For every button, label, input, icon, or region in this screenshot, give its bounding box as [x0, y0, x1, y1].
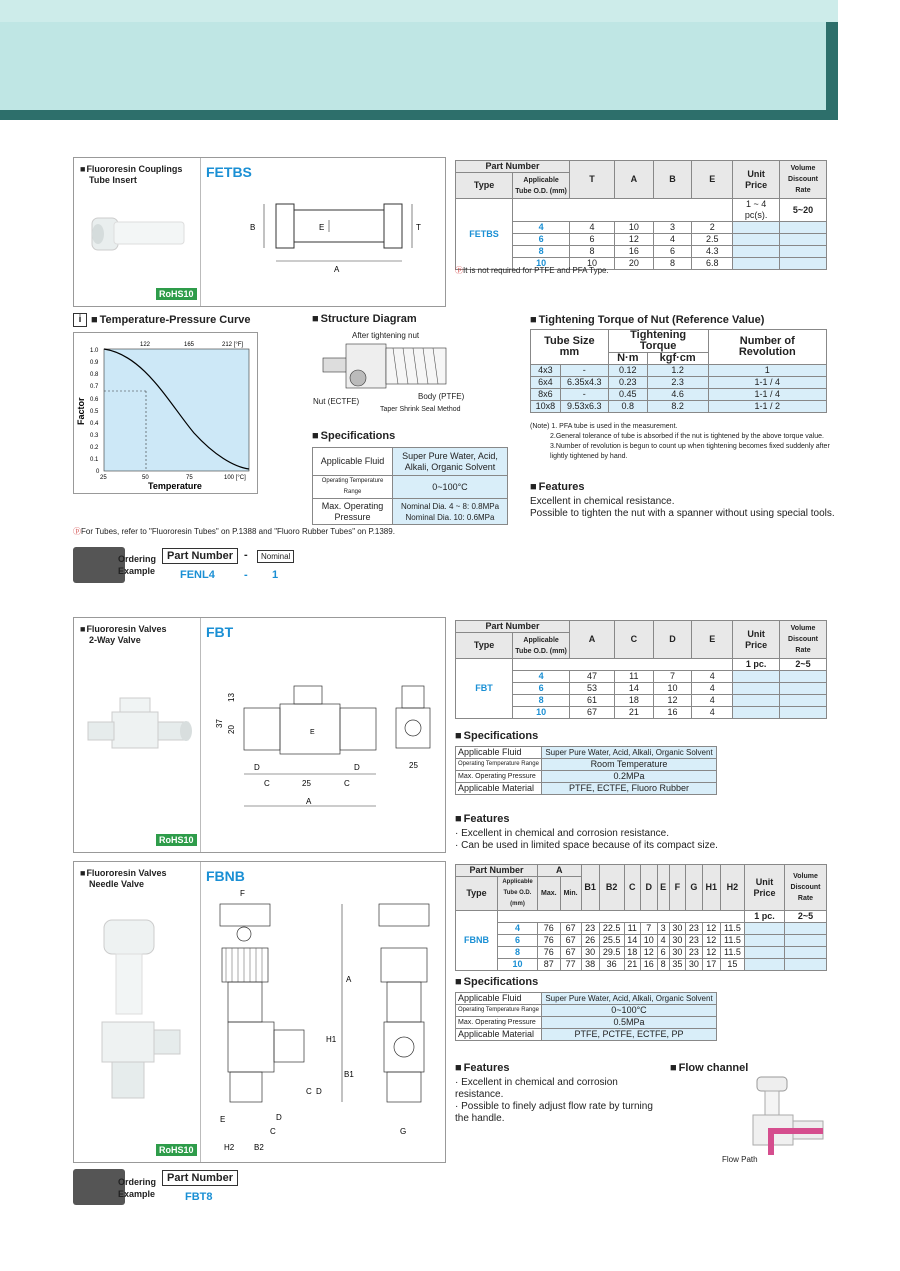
fbt-dim-c-right: C — [344, 779, 350, 788]
svg-text:0.3: 0.3 — [90, 433, 99, 439]
fbnb-divider — [200, 862, 201, 1162]
fbnb-spec-table: Applicable Fluid Super Pure Water, Acid, Alkali, Organic Solvent Operating Temperature Range 0~100°C Max. Operating Pressure 0.5MPa Applicable Material PTFE, PCTFE, ECTFE, PP — [455, 992, 717, 1041]
fetbs-category: ■ Fluororesin Couplings Tube Insert — [80, 164, 210, 186]
fbnb-product-box — [73, 861, 446, 1163]
fetbs-th-b: B — [653, 161, 692, 199]
temp-y-ticks — [90, 348, 100, 475]
fbt-dim-37: 37 — [215, 719, 224, 728]
table-row: 6 6 12 4 2.5 — [456, 234, 827, 246]
fbnb-dim-f: F — [240, 889, 245, 898]
fbnb-photo — [92, 912, 187, 1112]
fbt-drawing — [214, 678, 439, 813]
fbt-photo — [82, 688, 197, 778]
svg-text:75: 75 — [186, 475, 193, 481]
order1-ex-dash: - — [244, 569, 248, 581]
info-icon: ⓟ — [73, 527, 81, 536]
fbt-dim-20: 20 — [227, 725, 236, 734]
refer-note: ⓟFor Tubes, refer to "Fluororesin Tubes" on P.1388 and "Fluoro Rubber Tubes" on P.1389. — [73, 527, 395, 536]
fbt-features-list: · Excellent in chemical and corrosion resistance. · Can be used in limited space because of its compact size. — [455, 828, 718, 851]
fetbs-rate: 5~20 — [780, 199, 827, 222]
fbnb-dim-e: E — [220, 1115, 226, 1124]
order2-ex-part: FBT8 — [185, 1191, 213, 1203]
order1-part-label: Part Number — [162, 548, 238, 564]
torque-notes: (Note) 1. PFA tube is used in the measurement. 2.General tolerance of tube is absorbed if the nut is tightened by the above torque value. 3.Number of revolution is begun to count up when tightening becomes fixed suddenly after lightly tightened by hand. — [530, 423, 830, 460]
fbt-dim-13: 13 — [227, 693, 236, 702]
fbt-dim-side25: 25 — [409, 761, 418, 770]
table-row: 10 67 21 16 4 — [456, 707, 827, 719]
fetbs-product-box — [73, 157, 446, 307]
fbt-category: ■ Fluororesin Valves 2-Way Valve — [80, 624, 200, 646]
table-row: 8 61 18 12 4 — [456, 695, 827, 707]
fbt-rohs-badge: RoHS10 — [156, 834, 197, 846]
order1-ex-nom: 1 — [272, 569, 279, 581]
table-row: 6 53 14 10 4 — [456, 683, 827, 695]
table-row: 10x8 9.53x6.3 0.8 8.2 1-1 / 2 — [531, 401, 827, 413]
fetbs-divider — [200, 158, 201, 306]
flow-path-label: Flow Path — [722, 1155, 758, 1164]
fetbs-th-a: A — [614, 161, 653, 199]
fbnb-category: ■ Fluororesin Valves Needle Valve — [80, 868, 200, 890]
fbnb-drawing — [214, 882, 439, 1157]
temp-curve-chart — [74, 333, 257, 493]
fetbs-dim-b: B — [250, 223, 256, 232]
fbnb-dim-c: C — [270, 1127, 276, 1136]
fbt-dim-d-left: D — [254, 763, 260, 772]
info-box-icon: i — [73, 313, 87, 327]
fetbs-drawing — [234, 196, 434, 276]
fetbs-th-t: T — [570, 161, 615, 199]
order1-label: Ordering Example — [118, 554, 157, 576]
table-row: 4 76 67 23 22.5 11 7 3 30 23 12 11.5 — [456, 923, 827, 935]
fetbs-code: FETBS — [206, 164, 252, 180]
order1-dash: - — [244, 549, 248, 561]
fetbs-features-list: Excellent in chemical resistance. Possible to tighten the nut with a spanner without using special tools. — [530, 496, 835, 519]
table-row: 8 76 67 30 29.5 18 12 6 30 23 12 11.5 — [456, 947, 827, 959]
fetbs-dim-t: T — [416, 223, 421, 232]
flow-title: ■ Flow channel — [670, 1062, 748, 1074]
fbnb-rohs-badge: RoHS10 — [156, 1144, 197, 1156]
fetbs-th-e: E — [692, 161, 733, 199]
torque-th-rev: Number of Revolution — [708, 330, 827, 365]
fbt-spec-table: Applicable Fluid Super Pure Water, Acid, Alkali, Organic Solvent Operating Temperature Range Room Temperature Max. Operating Pressure 0.2MPa Applicable Material PTFE, ECTFE, Fluoro Rubber — [455, 746, 717, 795]
fbt-spec-title: ■ Specifications — [455, 730, 538, 742]
fbnb-features-title: ■ Features — [455, 1062, 510, 1074]
structure-title: ■ Structure Diagram — [312, 313, 417, 325]
fetbs-note: ⓟIt is not required for PTFE and PFA Type. — [455, 266, 609, 275]
structure-body: Body (PTFE) — [418, 392, 465, 401]
fbnb-dim-g: G — [400, 1127, 407, 1136]
order1-ex-part: FENL4 — [180, 569, 215, 581]
fbnb-spec-title: ■ Specifications — [455, 976, 538, 988]
svg-text:0.8: 0.8 — [90, 372, 99, 378]
structure-method: Taper Shrink Seal Method — [380, 406, 461, 413]
table-row: 6 76 67 26 25.5 14 10 4 30 23 12 11.5 — [456, 935, 827, 947]
svg-text:0.7: 0.7 — [90, 384, 99, 390]
fbnb-dim-c-side: C — [306, 1087, 312, 1096]
fbnb-dim-a: A — [346, 975, 352, 984]
flow-drawing — [735, 1075, 827, 1165]
fbt-dim-c-left: C — [264, 779, 270, 788]
structure-nut: Nut (ECTFE) — [313, 397, 360, 406]
fetbs-photo — [86, 208, 194, 258]
table-row: 4 4 10 3 2 — [456, 222, 827, 234]
temp-curve-section — [73, 313, 250, 327]
fetbs-spec-title: ■ Specifications — [312, 430, 395, 442]
temp-top-ticks — [140, 342, 243, 348]
structure-after: After tightening nut — [352, 331, 420, 340]
temp-curve-box — [73, 332, 258, 494]
fetbs-th-volume: Volume Discount Rate — [780, 161, 827, 199]
table-row: 10 87 77 38 36 21 16 8 35 30 17 15 — [456, 959, 827, 971]
fetbs-th-od: Applicable Tube O.D. (mm) — [513, 173, 570, 199]
temp-curve-title: ■ Temperature-Pressure Curve — [91, 314, 250, 326]
fetbs-type-cell: FETBS — [456, 199, 513, 270]
svg-text:0.9: 0.9 — [90, 360, 99, 366]
order1-nominal-label: Nominal — [257, 550, 294, 563]
svg-text:212 [°F]: 212 [°F] — [222, 342, 244, 348]
fbnb-dim-d-side: D — [316, 1087, 322, 1096]
fbt-dim-25: 25 — [302, 779, 311, 788]
svg-text:0.2: 0.2 — [90, 445, 99, 451]
fbnb-dim-h2: H2 — [224, 1143, 235, 1152]
fbnb-code: FBNB — [206, 868, 245, 884]
svg-text:0.1: 0.1 — [90, 457, 99, 463]
fbt-dim-e: E — [310, 729, 315, 736]
fbnb-dim-h1: H1 — [326, 1035, 337, 1044]
svg-text:25: 25 — [100, 475, 107, 481]
svg-text:0.4: 0.4 — [90, 421, 99, 427]
fbt-dim-a: A — [306, 797, 312, 806]
table-row: 8 8 16 6 4.3 — [456, 246, 827, 258]
fbnb-dim-b1: B1 — [344, 1070, 354, 1079]
svg-text:165: 165 — [184, 342, 195, 348]
fbt-divider — [200, 618, 201, 852]
table-row: 4x3 - 0.12 1.2 1 — [531, 365, 827, 377]
fetbs-th-type: Type — [456, 173, 513, 199]
svg-text:0.6: 0.6 — [90, 397, 99, 403]
info-icon: ⓟ — [455, 266, 463, 275]
fetbs-dim-e: E — [319, 223, 325, 232]
svg-text:0: 0 — [96, 469, 100, 475]
svg-text:50: 50 — [142, 475, 149, 481]
fetbs-spec-table: Applicable Fluid Super Pure Water, Acid, Alkali, Organic Solvent Operating Temperature Range 0~100°C Max. Operating Pressure Nominal Dia. 4 ~ 8: 0.8MPa Nominal Dia. 10: 0.6MPa — [312, 447, 508, 525]
fbt-table: Part Number A C D E Unit Price Volume Discount Rate Type Applicable Tube O.D. (mm) FBT 1 pc. 2~5 4 47 11 7 4 6 53 14 10 4 8 61 18 12 4 10 67 21 16 4 — [455, 620, 827, 719]
fbnb-table: Part Number A B1 B2 C D E F G H1 H2 Unit Price Volume Discount Rate Type Applicable Tube O.D. (mm) Max. Min. FBNB 1 pc. 2~5 4 76 67 23 22.5 11 7 3 30 23 12 11.5 6 76 67 26 25.5 14 10 4 30 23 12 11.5 8 76 67 30 29.5 18 12 6 30 23 12 11.5 10 87 77 38 36 21 16 8 35 30 17 15 — [455, 864, 827, 971]
fbt-features-title: ■ Features — [455, 813, 510, 825]
svg-text:1.0: 1.0 — [90, 348, 99, 354]
torque-th-torque: Tightening Torque — [608, 330, 708, 353]
fetbs-dim-a: A — [334, 265, 340, 274]
svg-text:100 [°C]: 100 [°C] — [224, 475, 246, 481]
temp-ylabel: Factor — [76, 397, 86, 425]
table-row: 6x4 6.35x4.3 0.23 2.3 1-1 / 4 — [531, 377, 827, 389]
torque-title: ■ Tightening Torque of Nut (Reference Value) — [530, 314, 764, 326]
fbnb-features-list: · Excellent in chemical and corrosion resistance. · Possible to finely adjust flow rate by turning the handle. — [455, 1077, 653, 1124]
svg-text:122: 122 — [140, 342, 151, 348]
page-header-top — [0, 0, 838, 22]
order2-part-label: Part Number — [162, 1170, 238, 1186]
fetbs-rohs-badge: RoHS10 — [156, 288, 197, 300]
fetbs-th-price: Unit Price — [733, 161, 780, 199]
order2-label: Ordering Example — [118, 1177, 157, 1199]
fetbs-table — [455, 160, 827, 270]
fbt-product-box — [73, 617, 446, 853]
fbt-code: FBT — [206, 624, 234, 640]
fbnb-dim-b2: B2 — [254, 1143, 264, 1152]
torque-table: Tube Size mm Tightening Torque Number of Revolution N·m kgf·cm 4x3 - 0.12 1.2 1 6x4 6.35x4.3 0.23 2.3 1-1 / 4 8x6 - 0.45 4.6 1-1 / 4 10x8 9.53x6.3 0.8 8.2 1-1 / 2 — [530, 329, 827, 413]
fetbs-features-title: ■ Features — [530, 481, 585, 493]
fbt-dim-d-right: D — [354, 763, 360, 772]
table-row: 4 47 11 7 4 — [456, 671, 827, 683]
temp-xlabel: Temperature — [148, 481, 202, 491]
table-row: 8x6 - 0.45 4.6 1-1 / 4 — [531, 389, 827, 401]
table-row: 10 10 20 8 6.8 — [456, 258, 827, 270]
torque-th-tube: Tube Size mm — [531, 330, 609, 365]
structure-drawing — [318, 340, 453, 400]
svg-text:0.5: 0.5 — [90, 409, 99, 415]
fetbs-th-part: Part Number — [456, 161, 570, 173]
fbnb-dim-d: D — [276, 1113, 282, 1122]
fetbs-qty: 1 ~ 4 pc(s). — [733, 199, 780, 222]
